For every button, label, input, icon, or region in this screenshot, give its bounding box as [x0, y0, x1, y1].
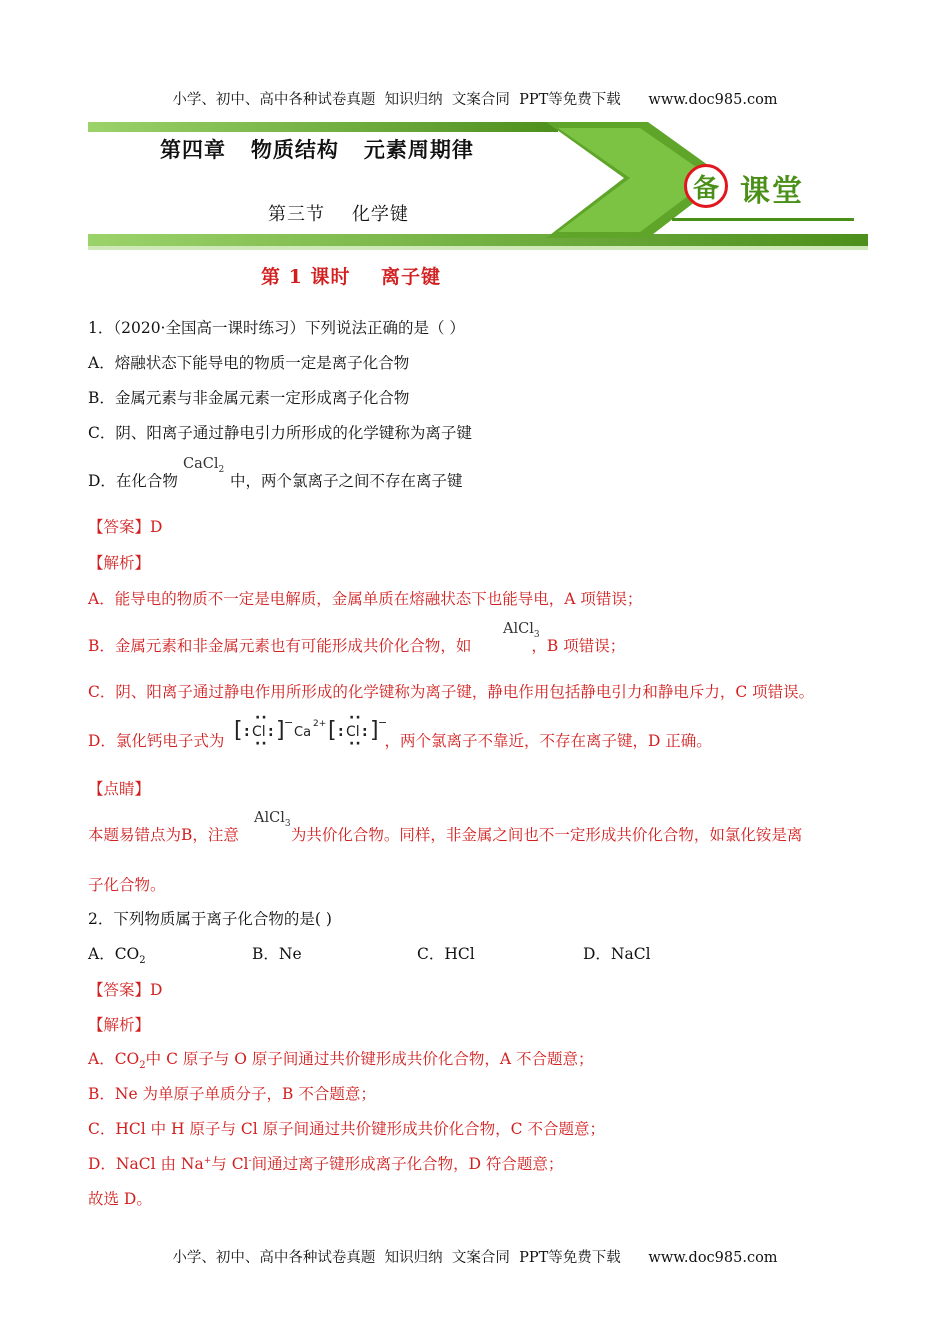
logo-circle: 备 [684, 164, 728, 208]
q1-answer: 【答案】D [88, 518, 163, 536]
q1-option-d-prefix: D．在化合物 [88, 472, 178, 490]
page-header: 小学、初中、高中各种试卷真题 知识归纳 文案合同 PPT等免费下载 www.doc985.com [172, 92, 778, 108]
alcl3-formula-2: AlCl$_3$ [254, 810, 291, 829]
q2-answer: 【答案】D [88, 981, 163, 999]
cacl2-electron-formula: [ : Cl ·· ·· : ] − Ca 2+ [ : Cl ·· ·· : ] − [234, 710, 388, 752]
q2-analysis-d: D．NaCl 由 Na+与 Cl-间通过离子键形成离子化合物，D 符合题意； [88, 1155, 564, 1173]
q1-option-c: C．阴、阳离子通过静电引力所形成的化学键称为离子键 [88, 424, 472, 442]
q2-option-a: A．$CO_2$ [88, 945, 146, 967]
q1-stem: 1．（2020·全国高一课时练习）下列说法正确的是（ ） [88, 319, 465, 337]
q2-stem: 2．下列物质属于离子化合物的是( ) [88, 910, 332, 928]
q1-tip-line2: 子化合物。 [88, 876, 166, 894]
q1-tip-label: 【点睛】 [88, 780, 151, 798]
q1-analysis-c: C．阴、阳离子通过静电作用所形成的化学键称为离子键，静电作用包括静电引力和静电斥力，C 项错误。 [88, 683, 815, 701]
q1-analysis-label: 【解析】 [88, 554, 151, 572]
q1-analysis-a: A．能导电的物质不一定是电解质，金属单质在熔融状态下也能导电，A 项错误； [88, 590, 643, 608]
section-title: 第三节 化学键 [268, 204, 409, 225]
q1-option-a: A．熔融状态下能导电的物质一定是离子化合物 [88, 354, 410, 372]
q2-option-b: B．Ne [252, 945, 302, 963]
q2-option-d: D．NaCl [583, 945, 651, 963]
logo-text: 课堂 [740, 174, 804, 209]
q1-tip: 本题易错点为B，注意 为共价化合物。同样，非金属之间也不一定形成共价化合物，如氯化铵是离 [88, 826, 803, 844]
q1-analysis-d: D．氯化钙电子式为 ，两个氯离子不靠近，不存在离子键，D 正确。 [88, 732, 712, 750]
q2-conclusion: 故选 D。 [88, 1190, 152, 1208]
q1-option-d [88, 469, 462, 491]
q2-option-c: C．HCl [417, 945, 475, 963]
q1-option-d-suffix: 中，两个氯离子之间不存在离子键 [229, 472, 463, 490]
q2-analysis-label: 【解析】 [88, 1016, 151, 1034]
q1-analysis-b: B．金属元素和非金属元素也有可能形成共价化合物，如 ，B 项错误； [88, 637, 626, 655]
q2-analysis-a: A．$CO_2$中 C 原子与 O 原子间通过共价键形成共价化合物，A 不合题意； [88, 1050, 594, 1072]
page-footer: 小学、初中、高中各种试卷真题 知识归纳 文案合同 PPT等免费下载 www.doc985.com [172, 1250, 778, 1266]
q2-analysis-c: C．HCl 中 H 原子与 Cl 原子间通过共价键形成共价化合物，C 不合题意； [88, 1120, 605, 1138]
q2-analysis-b: B．Ne 为单原子单质分子，B 不合题意； [88, 1085, 376, 1103]
alcl3-formula-1: AlCl$_3$ [503, 621, 540, 640]
q1-option-b: B．金属元素与非金属元素一定形成离子化合物 [88, 389, 410, 407]
cacl2-formula: CaCl$_2$ [183, 456, 225, 475]
lesson-title: 第 1 课时 离子键 [261, 266, 441, 288]
chapter-title: 第四章 物质结构 元素周期律 [160, 137, 474, 162]
